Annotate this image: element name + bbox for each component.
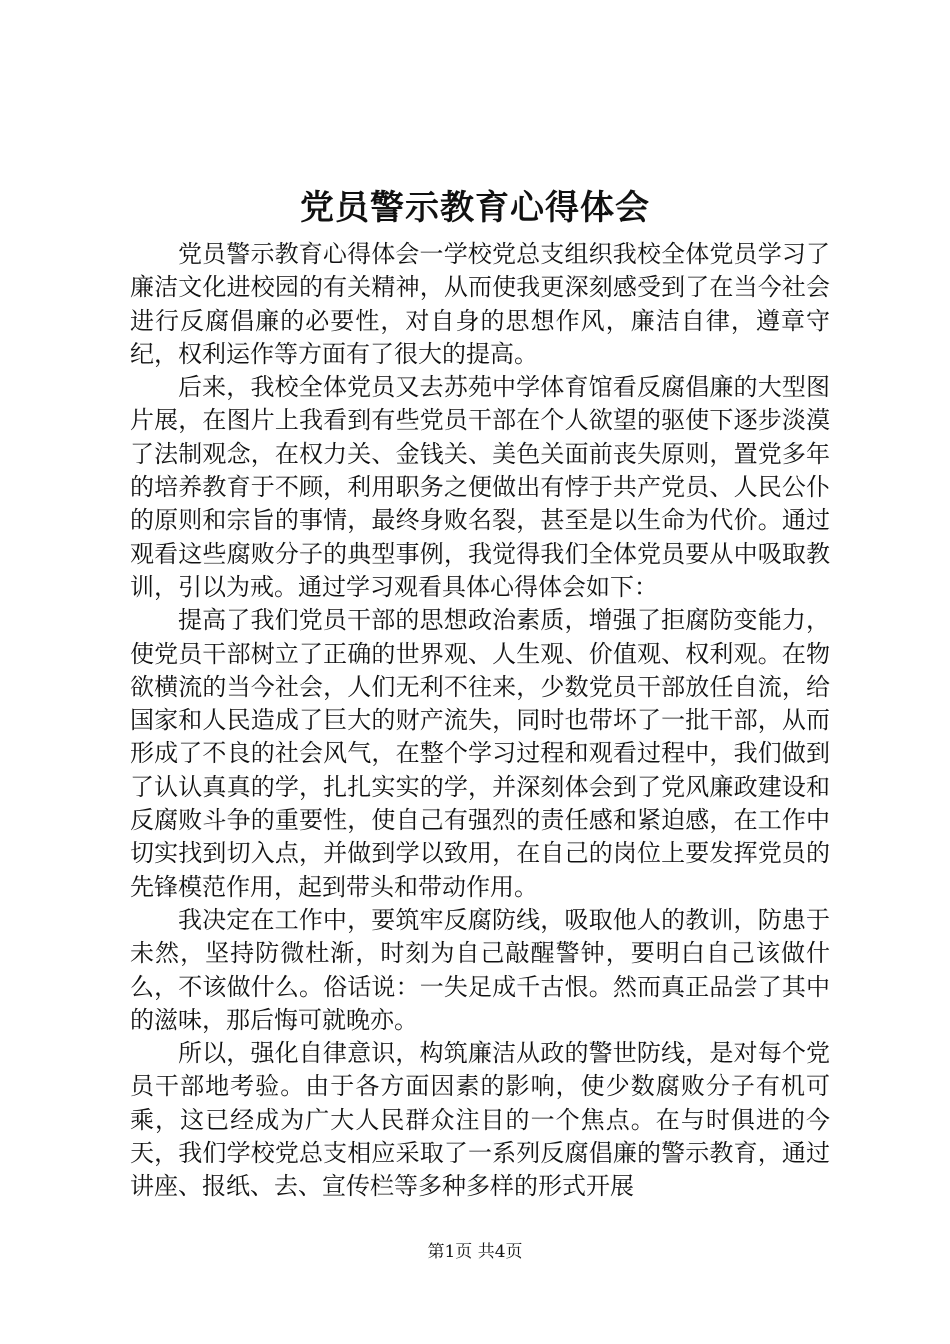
paragraph-5: 所以，强化自律意识，构筑廉洁从政的警世防线，是对每个党员干部地考验。由于各方面因素的影响，使少数腐败分子有机可乘，这已经成为广大人民群众注目的一个焦点。在与时俱进的今天，我们学校党总支相应采取了一系列反腐倡廉的警示教育，通过讲座、报纸、去、宣传栏等多种多样的形式开展	[130, 1039, 830, 1201]
paragraph-4: 我决定在工作中，要筑牢反腐防线，吸取他人的教训，防患于未然，坚持防微杜渐，时刻为自己敲醒警钟，要明白自己该做什么，不该做什么。俗话说：一失足成千古恨。然而真正品尝了其中的滋味，那后悔可就晚亦。	[130, 905, 830, 1034]
page-footer: 第1页 共4页	[427, 1242, 523, 1262]
paragraph-3: 提高了我们党员干部的思想政治素质，增强了拒腐防变能力，使党员干部树立了正确的世界观、人生观、价值观、权利观。在物欲横流的当今社会，人们无利不往来，少数党员干部放任自流，给国家和人民造成了巨大的财产流失，同时也带坏了一批干部，从而形成了不良的社会风气，在整个学习过程和观看过程中，我们做到了认认真真的学，扎扎实实的学，并深刻体会到了党风廉政建设和反腐败斗争的重要性，使自己有强烈的责任感和紧迫感，在工作中切实找到切入点，并做到学以致用，在自己的岗位上要发挥党员的先锋模范作用，起到带头和带动作用。	[130, 606, 830, 901]
page-title: 党员警示教育心得体会	[300, 188, 650, 228]
document-body	[130, 238, 830, 1204]
paragraph-1: 党员警示教育心得体会一学校党总支组织我校全体党员学习了廉洁文化进校园的有关精神，从而使我更深刻感受到了在当今社会进行反腐倡廉的必要性，对自身的思想作风，廉洁自律，遵章守纪，权利运作等方面有了很大的提高。	[130, 240, 830, 368]
paragraph-2: 后来，我校全体党员又去苏苑中学体育馆看反腐倡廉的大型图片展，在图片上我看到有些党员干部在个人欲望的驱使下逐步淡漠了法制观念，在权力关、金钱关、美色关面前丧失原则，置党多年的培养教育于不顾，利用职务之便做出有悖于共产党员、人民公仆的原则和宗旨的事情，最终身败名裂，甚至是以生命为代价。通过观看这些腐败分子的典型事例，我觉得我们全体党员要从中吸取教训，引以为戒。通过学习观看具体心得体会如下：	[130, 373, 830, 601]
